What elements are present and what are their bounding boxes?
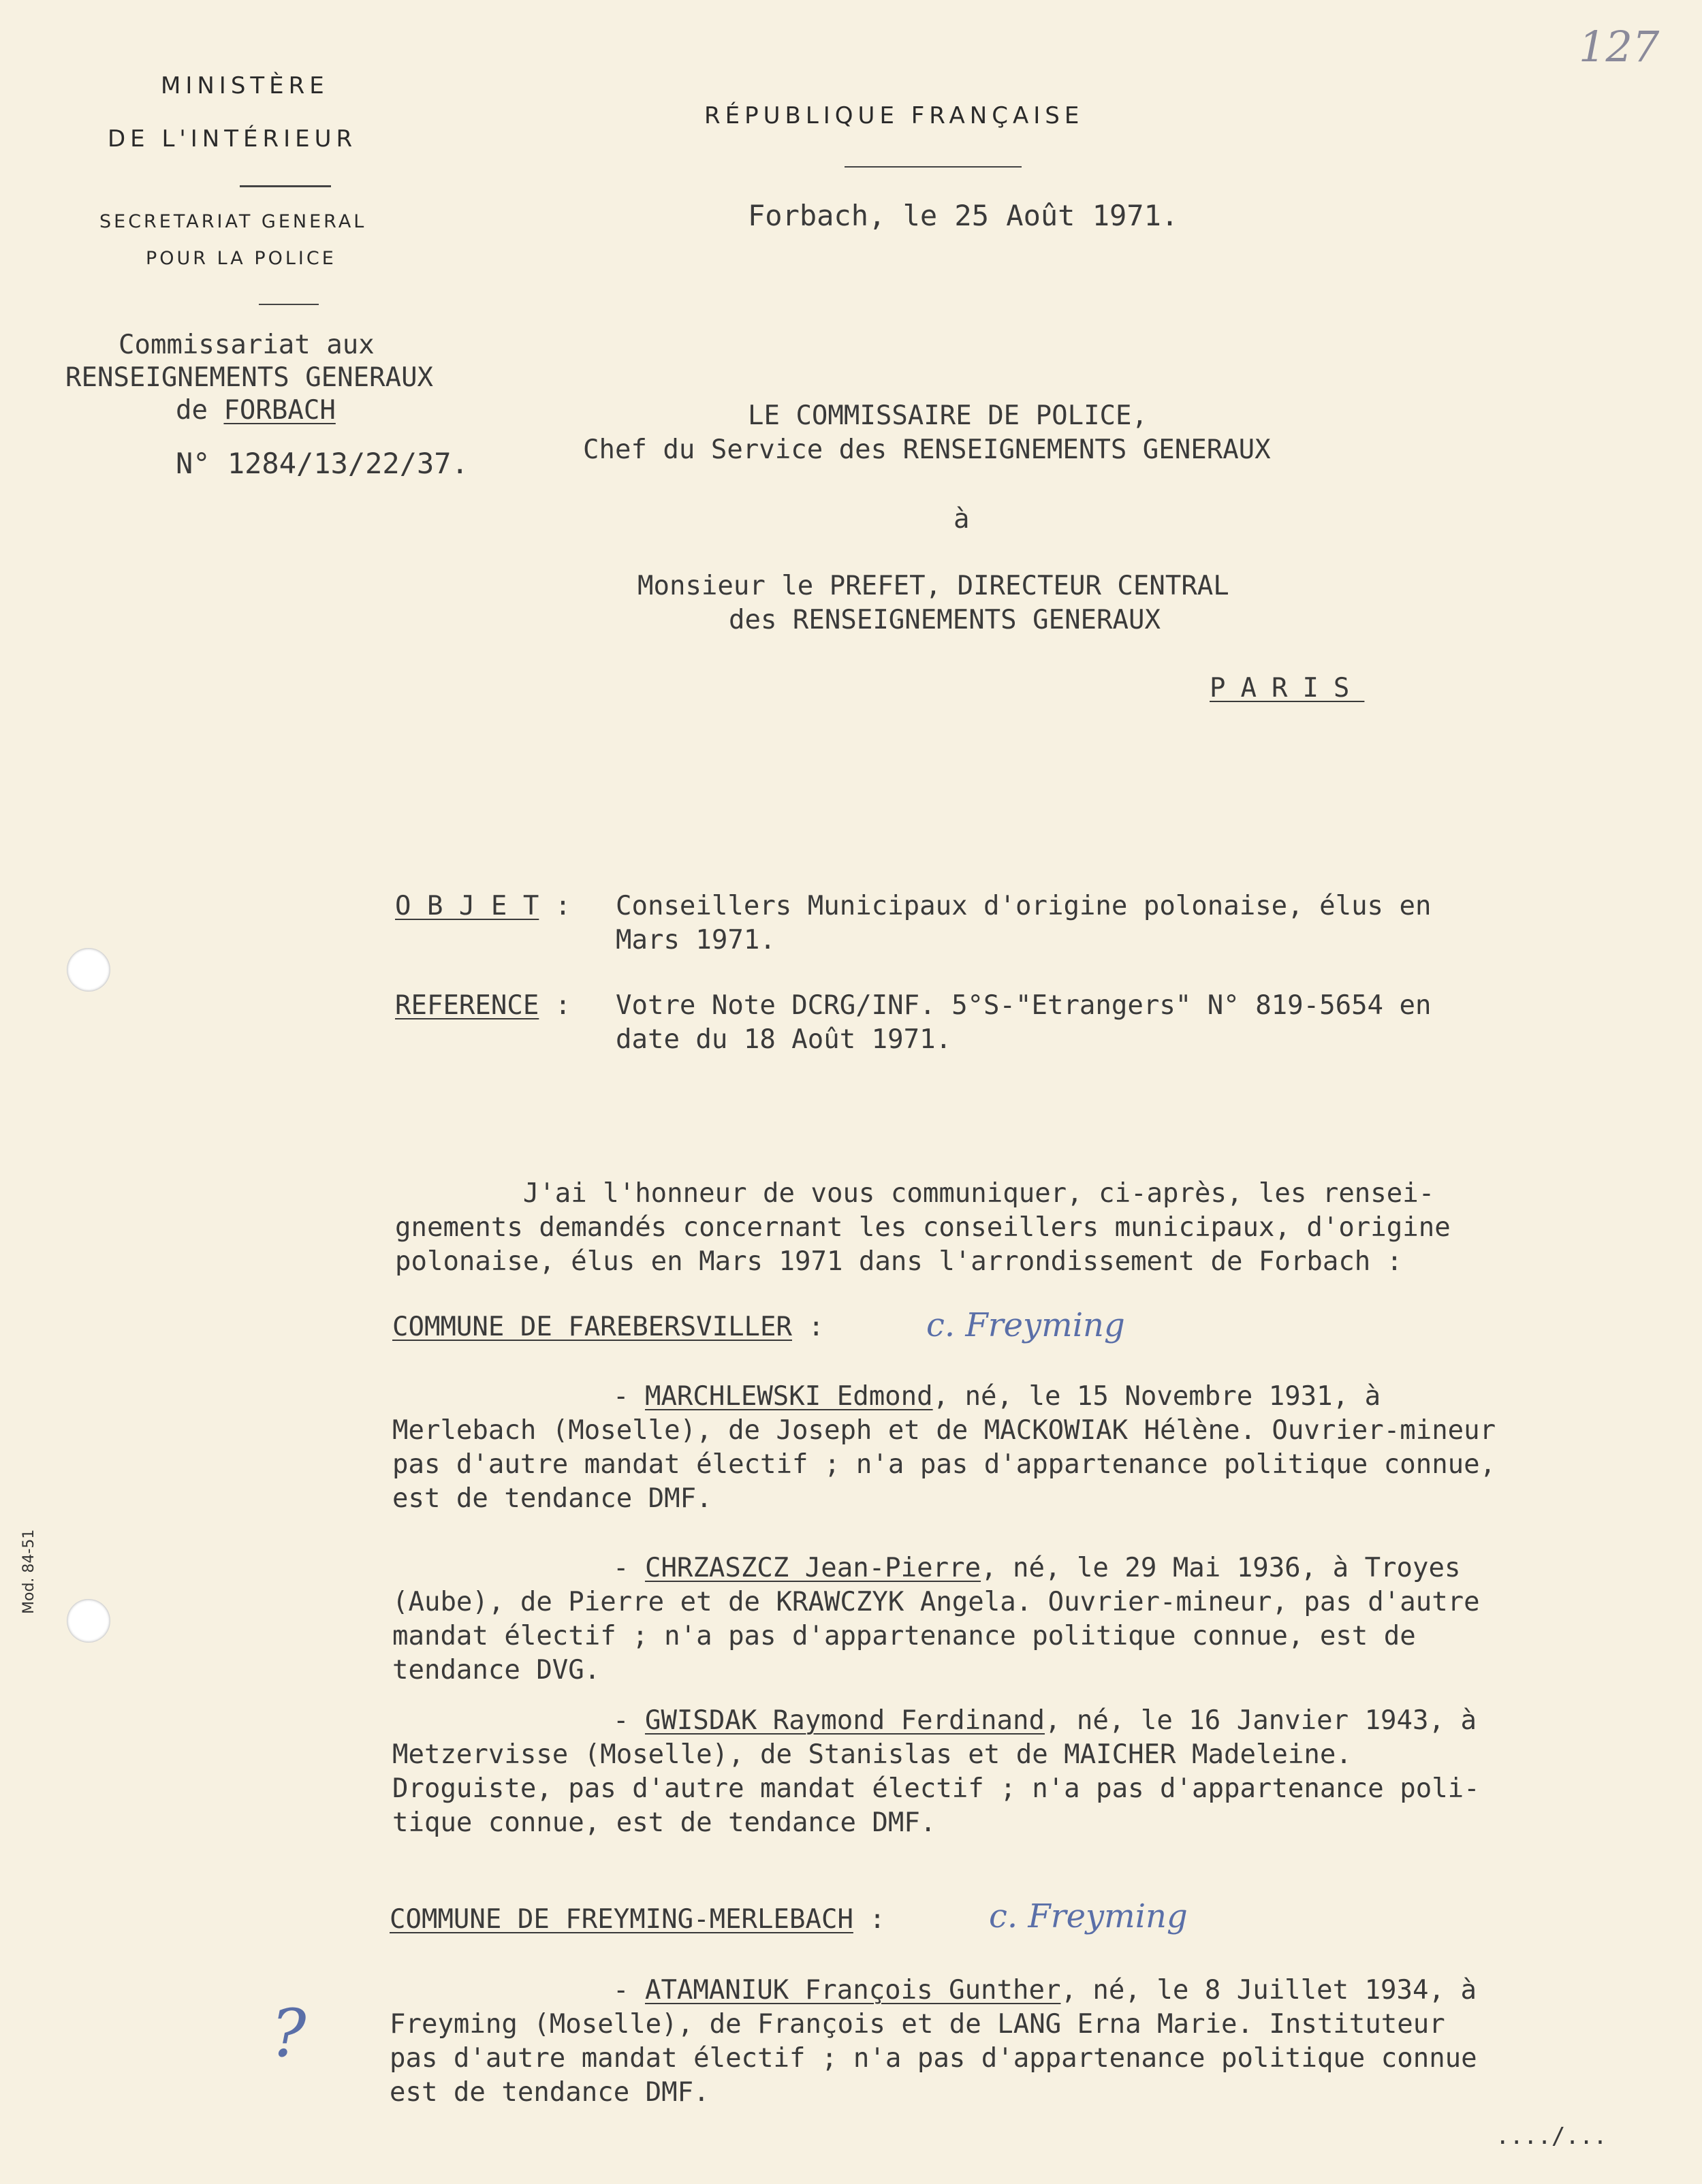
entry-first-line: - CHRZASZCZ Jean-Pierre, né, le 29 Mai 1936, à Troyes xyxy=(613,1553,1461,1583)
reference-number: N° 1284/13/22/37. xyxy=(176,447,469,480)
objet-block xyxy=(395,889,571,923)
entry-line: (Aube), de Pierre et de KRAWCZYK Angela. Ouvrier-mineur, pas d'autre xyxy=(392,1587,1480,1617)
person-name: GWISDAK Raymond Ferdinand xyxy=(644,1705,1045,1736)
entry-line: pas d'autre mandat électif ; n'a pas d'appartenance politique connue, xyxy=(392,1449,1496,1480)
person-name: CHRZASZCZ Jean-Pierre xyxy=(644,1553,981,1583)
handwritten-question-mark: ? xyxy=(271,1995,306,2072)
reference-line-1: Votre Note DCRG/INF. 5°S-"Etrangers" N° 819-5654 en xyxy=(616,990,1432,1021)
recipient-city: PARIS xyxy=(1210,673,1365,703)
section-title-text: COMMUNE DE FREYMING-MERLEBACH xyxy=(390,1904,853,1935)
objet-line-1: Conseillers Municipaux d'origine polonaise, élus en xyxy=(616,891,1432,921)
secretariat-line-1: SECRETARIAT GENERAL xyxy=(99,211,367,232)
secretariat-line-2: POUR LA POLICE xyxy=(146,248,336,269)
commissariat-prefix: de xyxy=(176,395,224,426)
recipient-line-1: Monsieur le PREFET, DIRECTEUR CENTRAL xyxy=(637,571,1229,601)
sender-divider-2 xyxy=(259,304,319,305)
section-title-text: COMMUNE DE FAREBERSVILLER xyxy=(392,1312,792,1342)
person-name: ATAMANIUK François Gunther xyxy=(644,1975,1061,2006)
objet-line-2: Mars 1971. xyxy=(616,925,776,955)
entry-text: , né, le 29 Mai 1936, à Troyes xyxy=(981,1553,1461,1583)
entry-first-line: - MARCHLEWSKI Edmond, né, le 15 Novembre 1931, à xyxy=(613,1381,1381,1412)
address-to: à xyxy=(954,504,970,535)
entry-first-line: - ATAMANIUK François Gunther, né, le 8 Juillet 1934, à xyxy=(613,1975,1477,2006)
entry-line: tique connue, est de tendance DMF. xyxy=(392,1807,936,1838)
sender-divider-1 xyxy=(240,185,331,187)
sender-service: Chef du Service des RENSEIGNEMENTS GENERAUX xyxy=(583,434,1271,465)
reference-label: REFERENCE xyxy=(395,990,539,1021)
continued-marker: ..../... xyxy=(1496,2123,1607,2150)
entry-text: , né, le 15 Novembre 1931, à xyxy=(932,1381,1381,1412)
entry-line: Metzervisse (Moselle), de Stanislas et de MAICHER Madeleine. xyxy=(392,1739,1352,1770)
form-code: Mod. 84-51 xyxy=(20,1529,37,1614)
entry-line: est de tendance DMF. xyxy=(392,1483,712,1514)
entry-text: , né, le 8 Juillet 1934, à xyxy=(1060,1975,1477,2006)
commissariat-city: FORBACH xyxy=(223,395,336,426)
ministry-line-1: MINISTÈRE xyxy=(161,72,329,99)
recipient-line-2: des RENSEIGNEMENTS GENERAUX xyxy=(729,605,1161,635)
place-date: Forbach, le 25 Août 1971. xyxy=(748,199,1179,232)
intro-line-3: polonaise, élus en Mars 1971 dans l'arrondissement de Forbach : xyxy=(395,1246,1403,1277)
reference-line-2: date du 18 Août 1971. xyxy=(616,1024,952,1055)
entry-line: Freyming (Moselle), de François et de LANG Erna Marie. Instituteur xyxy=(390,2009,1445,2040)
header-divider xyxy=(845,166,1022,168)
objet-sep: : xyxy=(539,891,571,921)
reference-sep: : xyxy=(539,990,571,1021)
commissariat-line-1: Commissariat aux xyxy=(119,330,375,360)
commissariat-line-2: RENSEIGNEMENTS GENERAUX xyxy=(65,362,434,393)
section-title-freyming-merlebach xyxy=(390,1903,885,1937)
intro-line-1: J'ai l'honneur de vous communiquer, ci-après, les rensei- xyxy=(395,1178,1435,1209)
objet-label: O B J E T xyxy=(395,891,539,921)
republic-title: RÉPUBLIQUE FRANÇAISE xyxy=(704,102,1084,129)
handwritten-page-number: 127 xyxy=(1579,22,1660,72)
reference-block xyxy=(395,989,571,1023)
commissariat-line-3 xyxy=(176,394,336,428)
section-title-colon: : xyxy=(792,1312,824,1342)
section-title-farebersviller xyxy=(392,1310,824,1344)
entry-line: tendance DVG. xyxy=(392,1655,601,1686)
entry-line: mandat électif ; n'a pas d'appartenance politique connue, est de xyxy=(392,1621,1416,1651)
entry-line: pas d'autre mandat électif ; n'a pas d'appartenance politique connue xyxy=(390,2043,1477,2074)
person-name: MARCHLEWSKI Edmond xyxy=(644,1381,933,1412)
entry-line: est de tendance DMF. xyxy=(390,2077,710,2108)
punch-hole-top xyxy=(67,948,110,992)
ministry-line-2: DE L'INTÉRIEUR xyxy=(108,125,358,153)
sender-title: LE COMMISSAIRE DE POLICE, xyxy=(748,400,1148,431)
punch-hole-bottom xyxy=(67,1599,110,1643)
entry-line: Droguiste, pas d'autre mandat électif ; n'a pas d'appartenance poli- xyxy=(392,1773,1480,1804)
handwritten-note-freyming-2: c. Freyming xyxy=(989,1897,1188,1935)
entry-line: Merlebach (Moselle), de Joseph et de MACKOWIAK Hélène. Ouvrier-mineur xyxy=(392,1415,1496,1446)
handwritten-note-freyming-1: c. Freyming xyxy=(926,1306,1125,1344)
section-title-colon: : xyxy=(853,1904,885,1935)
intro-line-2: gnements demandés concernant les conseillers municipaux, d'origine xyxy=(395,1212,1451,1243)
entry-first-line: - GWISDAK Raymond Ferdinand, né, le 16 Janvier 1943, à xyxy=(613,1705,1477,1736)
entry-text: , né, le 16 Janvier 1943, à xyxy=(1044,1705,1477,1736)
